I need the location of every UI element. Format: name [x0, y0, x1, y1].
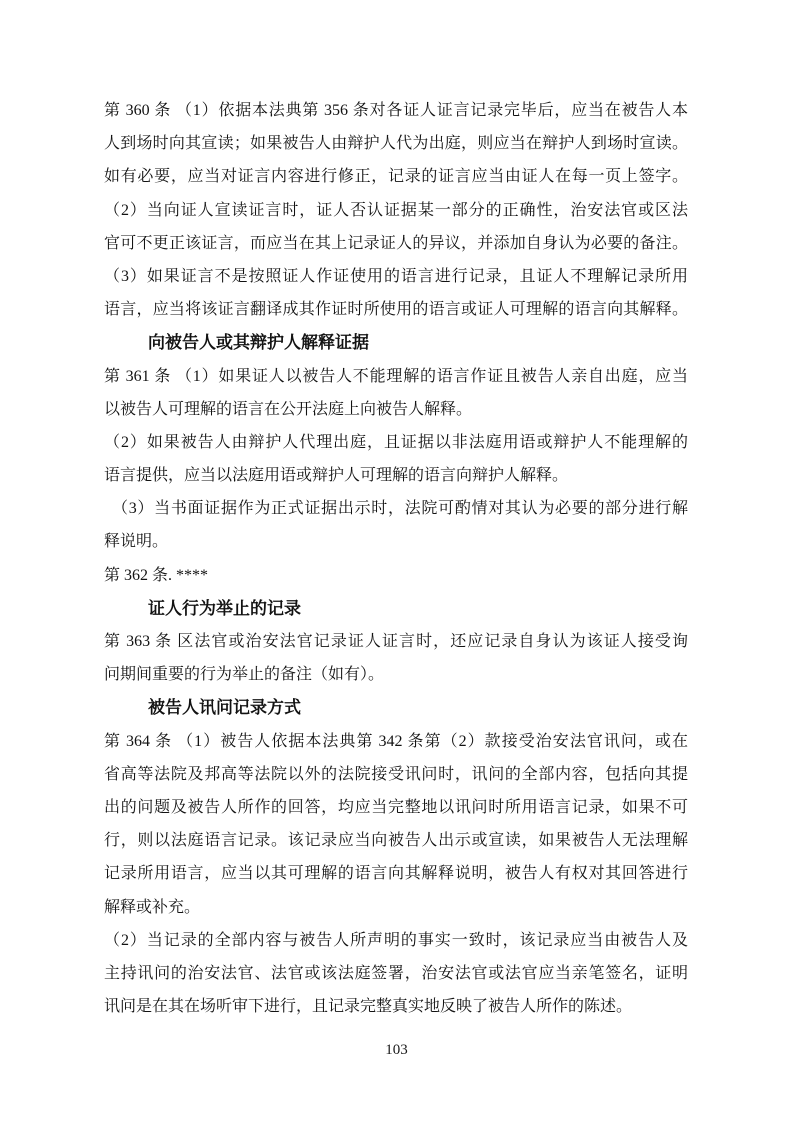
text-line: （2）当向证人宣读证言时，证人否认证据某一部分的正确性，治安法官或区法 [104, 201, 688, 219]
text-line: 人到场时向其宣读；如果被告人由辩护人代为出庭，则应当在辩护人到场时宣读。 [104, 135, 688, 153]
text-line: 讯问是在其在场听审下进行，且记录完整真实地反映了被告人所作的陈述。 [104, 998, 633, 1016]
text-line: 第 364 条 （1）被告人依据本法典第 342 条第（2）款接受治安法官讯问，或在 [104, 732, 688, 750]
text-line: （2）如果被告人由辩护人代理出庭，且证据以非法庭用语或辩护人不能理解的 [104, 433, 688, 451]
text-line: 以被告人可理解的语言在公开法庭上向被告人解释。 [104, 400, 473, 418]
section-heading: 被告人讯问记录方式 [148, 698, 301, 718]
text-line: 第 361 条 （1）如果证人以被告人不能理解的语言作证且被告人亲自出庭，应当 [104, 367, 688, 385]
text-line: 语言，应当将该证言翻译成其作证时所使用的语言或证人可理解的语言向其解释。 [104, 301, 688, 319]
text-line: 如有必要，应当对证言内容进行修正，记录的证言应当由证人在每一页上签字。 [104, 168, 688, 186]
text-line: 记录所用语言，应当以其可理解的语言向其解释说明，被告人有权对其回答进行 [104, 865, 688, 883]
text-line: （2）当记录的全部内容与被告人所声明的事实一致时，该记录应当由被告人及 [104, 931, 688, 949]
text-line: 解释或补充。 [104, 898, 201, 916]
text-line: 省高等法院及邦高等法院以外的法院接受讯问时，讯问的全部内容，包括向其提 [104, 765, 688, 783]
text-line: 第 360 条 （1）依据本法典第 356 条对各证人证言记录完毕后，应当在被告人本 [104, 102, 688, 119]
text-line: 释说明。 [104, 533, 169, 551]
text-line: 官可不更正该证言，而应当在其上记录证人的异议，并添加自身认为必要的备注。 [104, 234, 688, 252]
section-heading: 向被告人或其辩护人解释证据 [148, 333, 369, 353]
text-line: （3）如果证言不是按照证人作证使用的语言进行记录，且证人不理解记录所用 [104, 267, 688, 285]
text-line: 出的问题及被告人所作的回答，均应当完整地以讯问时所用语言记录，如果不可 [104, 798, 688, 816]
document-body [104, 94, 688, 1023]
text-line: （3）当书面证据作为正式证据出示时，法院可酌情对其认为必要的部分进行解 [112, 500, 688, 518]
page-number: 103 [385, 1042, 408, 1058]
text-line: 语言提供，应当以法庭用语或辩护人可理解的语言向辩护人解释。 [104, 467, 569, 485]
text-line: 主持讯问的治安法官、法官或该法庭签署，治安法官或法官应当亲笔签名，证明 [104, 964, 688, 982]
text-line: 第 363 条 区法官或治安法官记录证人证言时，还应记录自身认为该证人接受询 [104, 633, 688, 650]
text-line: 行，则以法庭语言记录。该记录应当向被告人出示或宣读，如果被告人无法理解 [104, 832, 688, 850]
section-heading: 证人行为举止的记录 [148, 598, 301, 618]
text-line: 第 362 条. **** [104, 566, 209, 584]
text-line: 问期间重要的行为举止的备注（如有）。 [104, 666, 385, 684]
